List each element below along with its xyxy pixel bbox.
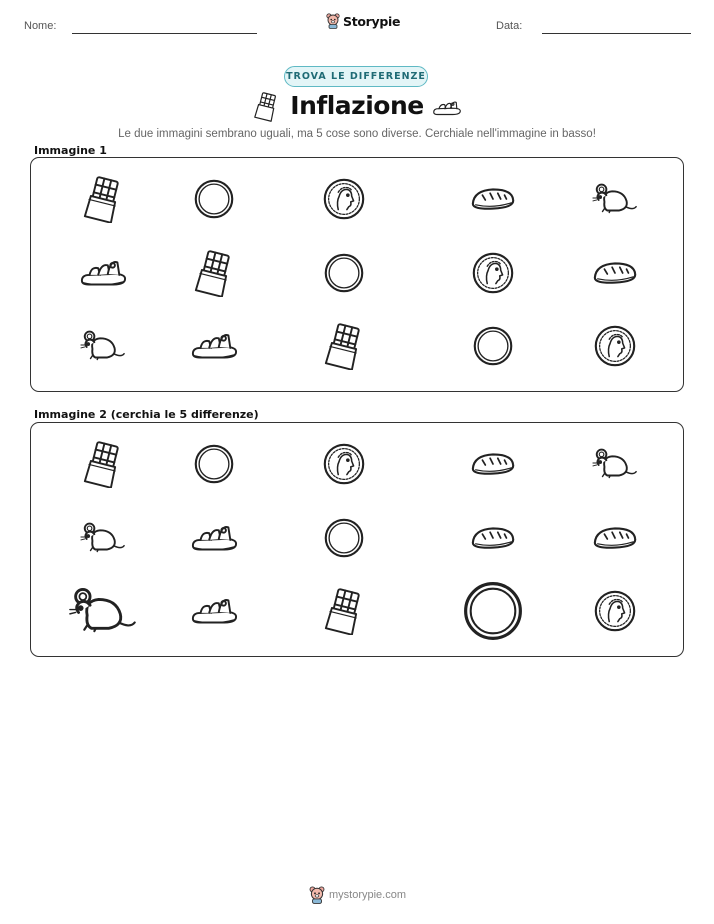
date-field[interactable]	[542, 33, 691, 34]
name-label: Nome:	[24, 20, 57, 32]
bread-icon	[591, 249, 639, 297]
sandal-icon	[190, 322, 238, 370]
plain-coin-icon	[320, 249, 368, 297]
brand-name: Storypie	[343, 13, 401, 29]
mouse-icon	[591, 175, 639, 223]
footer	[309, 886, 406, 904]
mouse-icon	[79, 322, 127, 370]
chocolate-bar-icon	[320, 322, 368, 370]
image1-label: Immagine 1	[34, 144, 107, 157]
date-label: Data:	[496, 20, 523, 32]
footer-url: mystorypie.com	[329, 889, 407, 901]
plain-coin-icon	[190, 175, 238, 223]
roman-coin-icon[interactable]	[320, 440, 368, 488]
bread-icon	[469, 175, 517, 223]
mouse-icon[interactable]	[67, 575, 139, 647]
name-field[interactable]	[72, 33, 257, 34]
activity-badge: TROVA LE DIFFERENZE	[284, 66, 428, 87]
page-title: Inflazione	[290, 91, 424, 120]
sandal-icon[interactable]	[190, 514, 238, 562]
roman-coin-icon	[591, 322, 639, 370]
bread-icon[interactable]	[591, 514, 639, 562]
chocolate-bar-icon[interactable]	[320, 587, 368, 635]
image2-panel[interactable]	[30, 422, 684, 657]
sandal-icon	[79, 249, 127, 297]
bear-mascot-icon	[309, 886, 325, 904]
bread-icon[interactable]	[469, 440, 517, 488]
image1-panel	[30, 157, 684, 392]
plain-coin-icon[interactable]	[190, 440, 238, 488]
chocolate-bar-icon	[190, 249, 238, 297]
chocolate-bar-icon[interactable]	[79, 440, 127, 488]
plain-coin-icon[interactable]	[320, 514, 368, 562]
image2-label: Immagine 2 (cerchia le 5 differenze)	[34, 408, 259, 421]
roman-coin-icon[interactable]	[591, 587, 639, 635]
brand-logo	[326, 13, 400, 29]
plain-coin-icon[interactable]	[457, 575, 529, 647]
chocolate-bar-icon	[79, 175, 127, 223]
bear-mascot-icon	[326, 13, 340, 29]
plain-coin-icon	[469, 322, 517, 370]
sandal-icon[interactable]	[190, 587, 238, 635]
roman-coin-icon	[320, 175, 368, 223]
title-sandal-icon	[432, 96, 462, 123]
mouse-icon[interactable]	[79, 514, 127, 562]
roman-coin-icon	[469, 249, 517, 297]
mouse-icon[interactable]	[591, 440, 639, 488]
bread-icon[interactable]	[469, 514, 517, 562]
instructions: Le due immagini sembrano uguali, ma 5 cose sono diverse. Cerchiale nell'immagine in basso!	[118, 128, 596, 140]
